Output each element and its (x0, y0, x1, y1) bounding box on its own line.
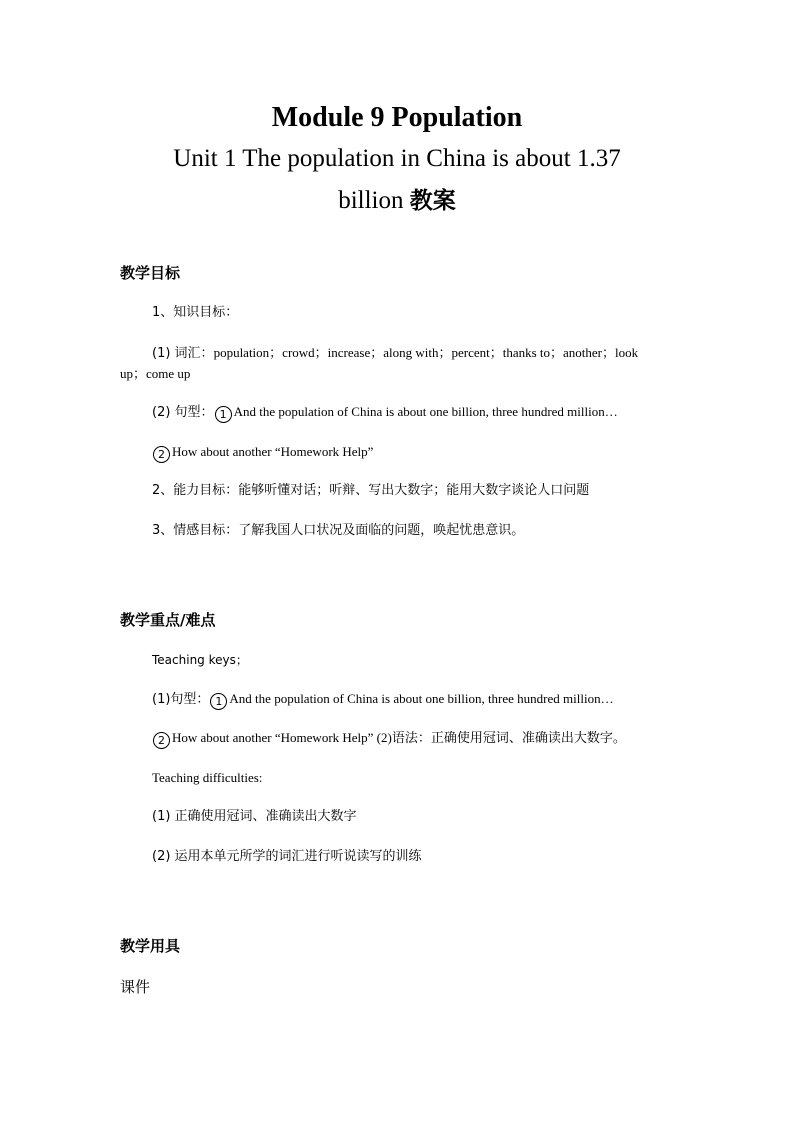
vocabulary-line (152, 343, 638, 364)
teaching-aids-content: 课件 (120, 978, 151, 996)
subtitle-english: billion (338, 187, 410, 214)
key-sentence-1: And the population of China is about one billion, three hundred million… (229, 691, 614, 706)
sentence-prefix: (2) 句型： (152, 405, 214, 420)
sentence-pattern-line (152, 402, 618, 423)
key-prefix: (1)句型： (152, 692, 210, 707)
vocab-list: population；crowd；increase；along with；percent；thanks to；another；look (213, 345, 639, 360)
vocabulary-line-continued: up；come up (120, 366, 191, 381)
difficulty-2: (2) 运用本单元所学的词汇进行听说读写的训练 (152, 849, 422, 864)
circled-number-2: 2 (153, 732, 170, 749)
section-heading-teaching-aids: 教学用具 (120, 937, 181, 955)
subtitle-chinese: 教案 (409, 188, 456, 214)
section-heading-key-points: 教学重点/难点 (120, 611, 216, 629)
vocab-prefix: (1) 词汇： (152, 346, 214, 361)
objective-emotion: 3、情感目标：了解我国人口状况及面临的问题，唤起忧患意识。 (152, 523, 525, 538)
key-sentence-line (152, 689, 614, 710)
section-heading-objectives: 教学目标 (120, 264, 181, 282)
document-subtitle-line2 (0, 184, 794, 218)
sentence-pattern-line-2 (152, 442, 373, 463)
sentence-pattern-1: And the population of China is about one billion, three hundred million… (233, 404, 618, 419)
circled-number-1: 1 (215, 406, 232, 423)
key-sentence-line-2 (152, 728, 626, 749)
teaching-keys-label: Teaching keys； (152, 653, 248, 667)
key-sentence-2-grammar: How about another “Homework Help” (2)语法：正确使用冠词、准确读出大数字。 (172, 730, 626, 745)
objective-ability: 2、能力目标：能够听懂对话；听辩、写出大数字；能用大数字谈论人口问题 (152, 483, 590, 498)
circled-number-1: 1 (210, 693, 227, 710)
objective-knowledge: 1、知识目标： (152, 305, 239, 320)
document-subtitle-line1: Unit 1 The population in China is about 1.37 (173, 145, 621, 172)
circled-number-2: 2 (153, 446, 170, 463)
difficulty-1: (1) 正确使用冠词、准确读出大数字 (152, 809, 357, 824)
document-title: Module 9 Population (271, 102, 523, 133)
teaching-difficulties-label: Teaching difficulties: (152, 770, 263, 785)
sentence-pattern-2: How about another “Homework Help” (172, 444, 374, 459)
